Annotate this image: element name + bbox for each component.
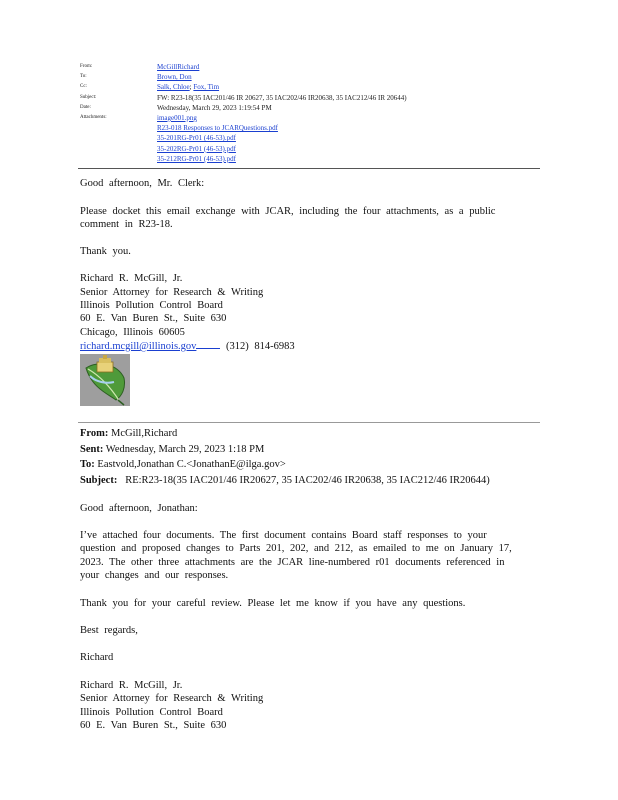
leaf-logo-icon <box>80 354 130 406</box>
date-label: Date: <box>80 104 91 110</box>
signature-org: Illinois Pollution Control Board <box>80 300 223 311</box>
date-value: Wednesday, March 29, 2023 1:19:54 PM <box>157 103 272 112</box>
reply-subject-value: RE:R23-18(35 IAC201/46 IR20627, 35 IAC202/46 IR20638, 35 IAC212/46 IR20644) <box>125 474 490 486</box>
body-line: comment in R23-18. <box>80 219 173 230</box>
cc-label: Cc: <box>80 84 87 90</box>
reply-sent-row: Sent: Wednesday, March 29, 2023 1:18 PM <box>80 443 265 455</box>
attachments-label: Attachments: <box>80 114 107 120</box>
reply-to-value: Eastvold,Jonathan C.<JonathanE@ilga.gov> <box>97 459 286 470</box>
reply-signoff: Richard <box>80 652 114 663</box>
cc-link-1[interactable]: Salk, Chloe <box>157 83 190 92</box>
reply-body-line: 2023. The other three attachments are the JCAR line-numbered r01 documents referenced in <box>80 557 505 568</box>
reply-body-line: your changes and our responses. <box>80 570 229 581</box>
header-divider <box>78 168 540 169</box>
cc-link-2[interactable]: Fox, Tim <box>193 83 220 92</box>
greeting-text: Good afternoon, Mr. Clerk: <box>80 178 205 189</box>
signature-address: Chicago, Illinois 60605 <box>80 327 185 338</box>
header-date-row <box>80 103 540 113</box>
reply-from-row: From: McGill,Richard <box>80 428 178 439</box>
from-link[interactable]: McGillRichard <box>157 63 200 71</box>
signature-title: Senior Attorney for Research & Writing <box>80 693 264 704</box>
reply-divider <box>78 422 540 423</box>
attachment-link[interactable]: R23-018 Responses to JCARQuestions.pdf <box>157 124 278 133</box>
reply-closing: Best regards, <box>80 625 138 636</box>
subject-value: FW: R23-18(35 IAC201/46 IR 20627, 35 IAC202/46 IR20638, 35 IAC212/46 IR 20644) <box>157 93 407 102</box>
email-header <box>80 62 540 164</box>
reply-sent-value: Wednesday, March 29, 2023 1:18 PM <box>105 443 265 455</box>
header-cc-row: Cc: Salk, Chloe; Fox, Tim <box>80 83 220 92</box>
signature-contact <box>80 340 295 354</box>
signature-org: Illinois Pollution Control Board <box>80 707 223 718</box>
to-link[interactable]: Brown, Don <box>157 73 192 82</box>
signature-address: 60 E. Van Buren St., Suite 630 <box>80 720 227 731</box>
from-label: From: <box>80 64 93 69</box>
reply-body-line: Thank you for your careful review. Please let me know if you have any questions. <box>80 598 466 609</box>
attachment-link[interactable]: 35-212RG-Pr01 (46-53).pdf <box>157 154 236 163</box>
signature-title: Senior Attorney for Research & Writing <box>80 287 264 298</box>
header-subject-row <box>80 93 540 103</box>
reply-to-row: To: Eastvold,Jonathan C.<JonathanE@ilga.gov> <box>80 459 286 470</box>
signature-address: 60 E. Van Buren St., Suite 630 <box>80 313 227 324</box>
reply-from-value: McGill,Richard <box>111 428 178 439</box>
header-from-row <box>80 62 540 72</box>
signature-name: Richard R. McGill, Jr. <box>80 680 183 691</box>
attachment-link[interactable]: 35-201RG-Pr01 (46-53).pdf <box>157 134 236 143</box>
header-attachments-row <box>80 113 540 123</box>
reply-header <box>80 426 490 488</box>
subject-label: Subject: <box>80 94 97 100</box>
attachment-link[interactable]: image001.png <box>157 113 197 122</box>
board-logo-image <box>80 354 130 406</box>
body-line: Please docket this email exchange with JCAR, including the four attachments, as a public <box>80 206 496 217</box>
thanks-text: Thank you. <box>80 246 131 257</box>
to-label: To: <box>80 74 87 80</box>
reply-greeting: Good afternoon, Jonathan: <box>80 503 198 514</box>
reply-subject-row: Subject: RE:R23-18(35 IAC201/46 IR20627, 35 IAC202/46 IR20638, 35 IAC212/46 IR20644) <box>80 474 490 486</box>
header-to-row <box>80 72 540 82</box>
signature-phone: (312) 814-6983 <box>226 341 295 352</box>
signature-name: Richard R. McGill, Jr. <box>80 273 183 284</box>
reply-body-line: question and proposed changes to Parts 201, 202, and 212, as emailed to me on January 17, <box>80 543 512 554</box>
signature-email-link[interactable]: richard.mcgill@illinois.gov <box>80 341 197 352</box>
reply-body-line: I’ve attached four documents. The first document contains Board staff responses to your <box>80 530 487 541</box>
attachment-link[interactable]: 35-202RG-Pr01 (46-53).pdf <box>157 144 236 153</box>
